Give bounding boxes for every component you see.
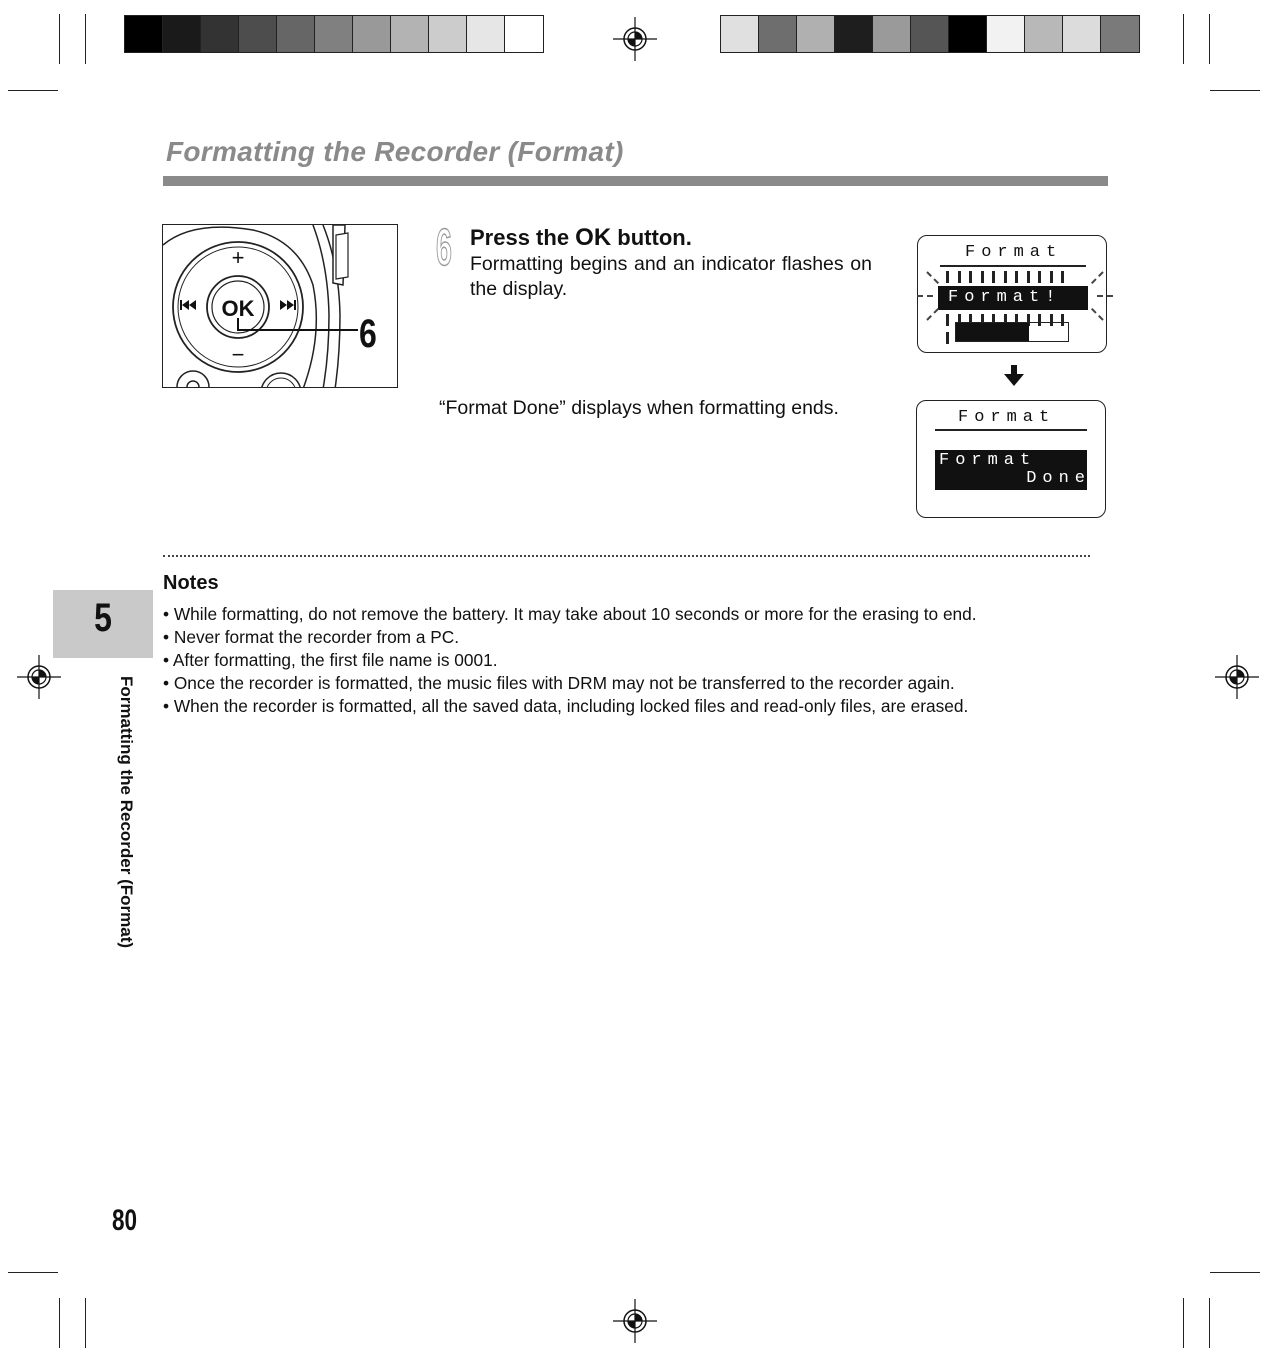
- progress-bar: [955, 322, 1069, 342]
- crop-mark: [1210, 1272, 1260, 1273]
- color-swatch: [429, 16, 467, 52]
- color-swatch: [1063, 16, 1101, 52]
- ok-button-label: OK: [221, 296, 255, 321]
- crop-mark: [1209, 14, 1210, 64]
- page-number: 80: [112, 1204, 138, 1237]
- chapter-tab: [53, 590, 153, 658]
- color-swatch: [1101, 16, 1139, 52]
- color-swatch: [873, 16, 911, 52]
- list-item: • After formatting, the first file name is 0001.: [163, 649, 977, 672]
- dotted-divider: [163, 555, 1090, 557]
- crop-mark: [59, 14, 60, 64]
- step-number: 6: [436, 219, 452, 277]
- notes-title: Notes: [163, 572, 219, 594]
- arrow-down-icon: [1002, 364, 1026, 388]
- minus-label: −: [231, 342, 245, 367]
- color-swatch: [835, 16, 873, 52]
- crop-mark: [1183, 1298, 1184, 1348]
- registration-mark-icon: [613, 17, 657, 61]
- color-swatch: [239, 16, 277, 52]
- progress-fill: [956, 323, 1029, 341]
- color-swatch: [987, 16, 1025, 52]
- crop-mark: [85, 1298, 86, 1348]
- crop-mark: [8, 1272, 58, 1273]
- crop-mark: [85, 14, 86, 64]
- color-swatch: [1025, 16, 1063, 52]
- color-swatch: [315, 16, 353, 52]
- lcd-title-rule: [935, 429, 1087, 431]
- color-swatch: [201, 16, 239, 52]
- color-swatch: [353, 16, 391, 52]
- plus-label: +: [231, 245, 245, 270]
- crop-mark: [1210, 90, 1260, 91]
- lcd-done-line1: Format: [939, 451, 1037, 470]
- notes-list: [163, 603, 977, 718]
- color-swatch: [759, 16, 797, 52]
- callout-number: 6: [359, 310, 377, 356]
- color-swatch: [467, 16, 505, 52]
- list-item: • While formatting, do not remove the battery. It may take about 10 seconds or more for the erasing to end.: [163, 603, 977, 626]
- device-illustration: [162, 224, 398, 388]
- color-swatch: [277, 16, 315, 52]
- registration-mark-icon: [1215, 655, 1259, 699]
- crop-mark: [59, 1298, 60, 1348]
- step-heading: [470, 224, 692, 252]
- color-swatch: [163, 16, 201, 52]
- step-heading-suffix: button.: [611, 225, 692, 250]
- lcd-done-line2: Done: [1026, 469, 1091, 488]
- step-heading-ok: OK: [575, 224, 612, 251]
- section-title: Formatting the Recorder (Format): [166, 136, 624, 167]
- registration-mark-icon: [17, 655, 61, 699]
- color-swatch: [125, 16, 163, 52]
- step-heading-prefix: Press the: [470, 225, 576, 250]
- lcd-done-block: [935, 450, 1091, 490]
- color-swatch: [949, 16, 987, 52]
- color-swatch: [391, 16, 429, 52]
- color-swatch: [797, 16, 835, 52]
- recorder-buttons-icon: [163, 225, 398, 388]
- lcd-title: Format: [958, 408, 1056, 427]
- color-bar-left: [124, 15, 544, 53]
- color-bar-right: [720, 15, 1140, 53]
- crop-mark: [8, 90, 58, 91]
- color-swatch: [505, 16, 543, 52]
- title-rule: [163, 176, 1108, 186]
- color-swatch: [721, 16, 759, 52]
- chapter-number: 5: [94, 596, 112, 640]
- color-swatch: [911, 16, 949, 52]
- list-item: • Never format the recorder from a PC.: [163, 626, 977, 649]
- lcd-flash-text: Format!: [938, 286, 1088, 310]
- lcd-title: Format: [965, 243, 1063, 262]
- step-body: Formatting begins and an indicator flashes on the display.: [470, 253, 872, 300]
- registration-mark-icon: [613, 1299, 657, 1343]
- chapter-side-label: Formatting the Recorder (Format): [117, 676, 136, 949]
- crop-mark: [1209, 1298, 1210, 1348]
- list-item: • When the recorder is formatted, all the saved data, including locked files and read-only files, are erased.: [163, 695, 977, 718]
- crop-mark: [1183, 14, 1184, 64]
- format-done-text: “Format Done” displays when formatting ends.: [439, 397, 839, 419]
- list-item: • Once the recorder is formatted, the music files with DRM may not be transferred to the recorder again.: [163, 672, 977, 695]
